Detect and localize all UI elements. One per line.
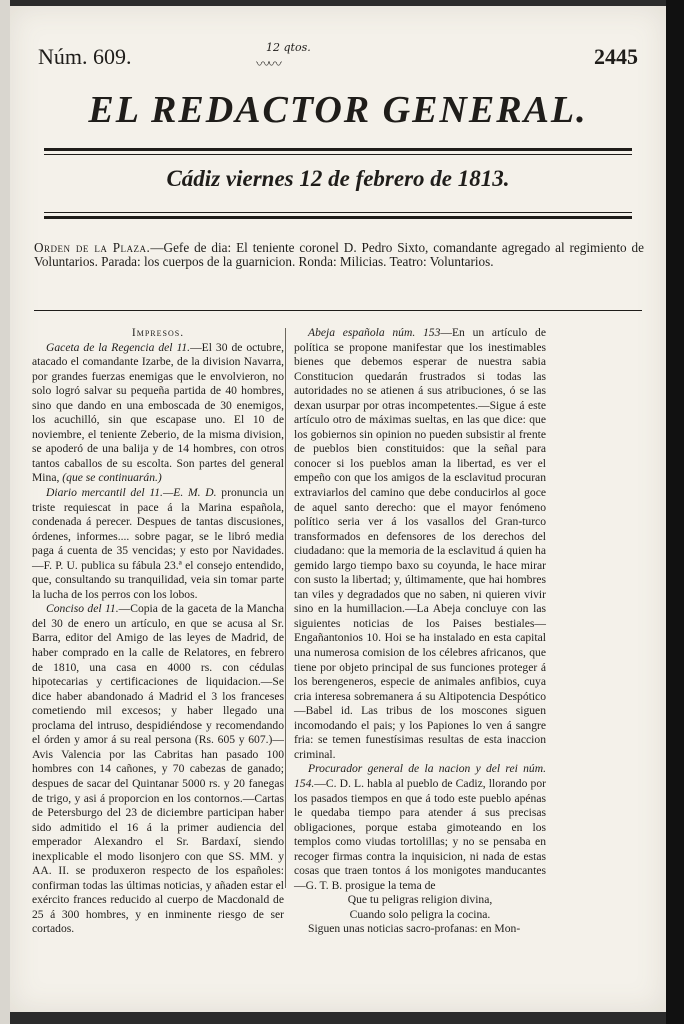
orden-lead: Orden de la Plaza. xyxy=(34,240,151,255)
header-row xyxy=(38,41,638,74)
abeja-text: —En un artículo de política se propone manifestar que los inestimables bienes que debemos esperar de nuestra sabia Constitucion quedarán frustrados si todas las autoridades no se atienen á sus atribuciones, ó se las dexan usurpar por otras incompetentes.—Sigue á este artículo otro de máximas sueltas, en las que dice: que los gobiernos sin opinion no pueden subsistir al frente de pueblos bien constituidos: que la señal para conocer si los pueblos aman la libertad, es ver el empeño con que los amigos de la esclavitud procuran extraviarlos del camino que debe conducirlos al goce de aquel santo derecho: que el mayor fenómeno político seria ver á los vasallos del Gran-turco transformados en defensores de los derechos del ciudadano: que la memoria de la esclavitud á quien ha gemido largo tiempo baxo su coyunda, le hace mirar con susto la libertad; y, últimamente, que hai hombres tan viles y degradados que no saben, ni quieren vivir sino en la humillacion.—La Abeja concluye con las siguientes noticias de los Paises bestiales—Engañantonios 10. Hoi se ha instalado en esta capital una numerosa comision de los célebres africanos, que tiene por objeto principal de sus funciones proteger á los berengeneros, especie de animales anfibios, cuya cria interesa sobremanera á su Altipotencia Despótico—Babel id. Las tribus de los moscones siguen incomodando el pais; y los Papiones lo ven á sangre fria: se temen funestísimas resultas de esta inaccion criminal. xyxy=(294,326,546,761)
procurador-paragraph xyxy=(294,762,546,893)
section-rule xyxy=(34,310,642,311)
gaceta-text: —El 30 de octubre, atacado el comandante Izarbe, de la division Navarra, por grandes fuerzas enemigas que le envolvieron, no solo logró salvar su pequeña partida de 40 hombres, sino que dando en una emboscada de 30 enemigos, los acuchilló, sin que escapase uno. El 10 de noviembre, el teniente Zeberio, de la misma division, se apoderó de una balija y de 14 hombres, con otros tantos caballos de su escolta. Son partes del general Mina, xyxy=(32,340,284,485)
diario-text: pronuncia un triste requiescat in pace á la Marina española, condenada á perecer. Despues de tantas discusiones, órdenes, informes.... sobre pagar, se le libró media paga á cuenta de 35 vencidas; y esto por Navidades.—F. P. U. publica su fábula 23.ª el consejo entendido, que, consultando su tranquilidad, veia sin tomar parte la lucha de los perros con los lobos. xyxy=(32,486,284,601)
scan-right-edge xyxy=(666,0,684,1024)
noticias-paragraph: Siguen unas noticias sacro-profanas: en Mon- xyxy=(308,922,521,936)
page-number: 2445 xyxy=(594,44,638,69)
issue-number: Núm. 609. xyxy=(38,44,132,69)
left-column xyxy=(32,326,284,937)
diario-lead: Diario mercantil del 11.—E. M. D. xyxy=(46,486,217,500)
gaceta-lead: Gaceta de la Regencia del 11. xyxy=(46,340,191,354)
scan-left-edge xyxy=(0,0,10,1024)
abeja-lead: Abeja española núm. 153 xyxy=(308,326,441,339)
section-heading-impresos: Impresos. xyxy=(131,326,185,339)
dateline: Cádiz viernes 12 de febrero de 1813. xyxy=(166,166,510,191)
procurador-text: —C. D. L. habla al pueblo de Cadiz, llorando por los pasados tiempos en que á todo este pueblo apénas le quedaba tiempo para atender á sus precisas obligaciones, porque estaba gimoteando en los templos como viudas tortolillas; y no se pensaba en recoger firmas contra la inquisicion, ni nada de estas cosas que traen tontos á los monigotes manducantes—G. T. B. prosigue la tema de xyxy=(294,776,546,892)
verse-line-2: Cuando solo peligra la cocina. xyxy=(349,907,491,921)
orden-de-la-plaza xyxy=(34,241,644,269)
conciso-text: —Copia de la gaceta de la Mancha del 30 de enero un artículo, en que se acusa al Sr. Barra, editor del Amigo de las leyes de Madrid, de haber comprado en la calle de Relatores, en febrero de 1810, una casa en 4000 rs. con cédulas hipotecarias y certificaciones de liquidacion.—Se dice haber abandonado á Madrid el 3 los franceses cometiendo mil excesos; y haber llegado una proclama del intruso, despidiéndose y recomendando el órden y amor á su real persona (Rs. 605 y 607.)—Avis Valencia por las Cabritas han pasado 100 hombres con 14 cañones, y 70 cabezas de ganado; despues de sacar del Quintanar 5000 rs. y 20 fanegas de trigo, y asi á proporcion en los contornos.—Cartas de Petersburgo del 23 de diciembre participan haber sido admitido el 16 á la primer audiencia del emperador Alexandro el Sr. Bardaxí, siendo inexplicable el modo lisonjero con que SS. MM. y AA. II. se produxeron respecto de los españoles: confirman todas las últimas noticias, y añaden estar el exército frances reducido al cuerpo de Macdonald de 25 á 300 hombres, y en inminente riesgo de ser cortados. xyxy=(32,602,284,936)
verse-line-1: Que tu peligras religion divina, xyxy=(347,893,493,907)
flourish-ornament-icon: 〰〰 xyxy=(256,57,280,73)
right-column xyxy=(294,326,546,937)
newspaper-page xyxy=(10,6,666,1012)
orden-text: —Gefe de dia: El teniente coronel D. Pedro Sixto, comandante agregado al regimiento de Voluntarios. Parada: los cuerpos de la guarnicion. Ronda: Milicias. Teatro: Voluntarios. xyxy=(34,240,644,269)
abeja-paragraph xyxy=(294,326,546,762)
masthead-title: EL REDACTOR GENERAL. xyxy=(88,89,588,131)
gaceta-tail: (que se continuarán.) xyxy=(62,471,162,485)
procurador-lead: Procurador general de la nacion y del rei núm. 154. xyxy=(294,762,546,790)
dateline-rule-thick xyxy=(44,216,632,219)
issue-price: 12 qtos. xyxy=(266,41,311,54)
gaceta-paragraph xyxy=(32,341,284,486)
diario-paragraph xyxy=(32,486,284,602)
conciso-lead: Conciso del 11. xyxy=(46,602,119,616)
masthead-rule-thick xyxy=(44,148,632,151)
column-divider xyxy=(285,328,286,888)
conciso-paragraph xyxy=(32,602,284,937)
dateline-rule-thin xyxy=(44,212,632,213)
masthead-rule-thin xyxy=(44,154,632,155)
